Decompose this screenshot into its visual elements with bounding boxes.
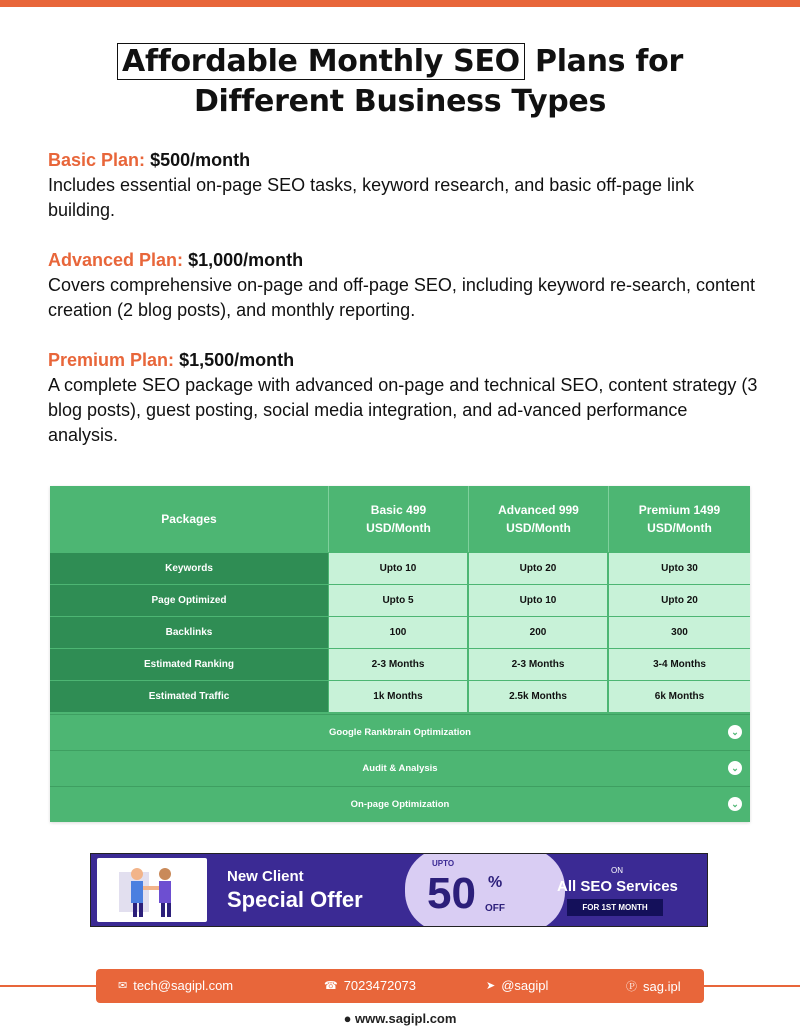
plan-description: Includes essential on-page SEO tasks, keyword research, and basic off-page link building.	[48, 175, 695, 220]
footer-email[interactable]	[118, 978, 233, 993]
plan-basic	[48, 148, 758, 223]
email-icon: ✉	[118, 980, 128, 992]
table-cell: 2-3 Months	[329, 649, 467, 680]
chevron-down-icon[interactable]: ⌄	[728, 725, 742, 739]
table-cell: 300	[609, 617, 750, 648]
table-cell: 3-4 Months	[609, 649, 750, 680]
footer-line-right	[704, 985, 800, 987]
table-cell: Upto 10	[469, 585, 607, 616]
plan-price: $500/month	[150, 150, 251, 170]
table-row	[50, 649, 750, 681]
footer-phone[interactable]	[324, 978, 416, 993]
plan-name: Advanced Plan:	[48, 250, 184, 270]
title-line2: Different Business Types	[193, 84, 607, 119]
telegram-icon: ➤	[486, 980, 496, 992]
header-premium: Premium 1499 USD/Month	[638, 503, 721, 535]
chevron-down-icon[interactable]: ⌄	[728, 797, 742, 811]
footer-line-left	[0, 985, 96, 987]
top-accent-bar	[0, 0, 800, 7]
header-packages: Packages	[50, 486, 329, 552]
banner-new-client: New Client	[227, 868, 304, 885]
banner-first-month: FOR 1ST MONTH	[567, 899, 663, 916]
chevron-down-icon[interactable]: ⌄	[728, 761, 742, 775]
row-label: Keywords	[50, 553, 328, 584]
accordion-label: On-page Optimization	[350, 799, 450, 810]
website-link[interactable]	[0, 1011, 800, 1026]
plan-premium	[48, 348, 758, 448]
table-cell: Upto 10	[329, 553, 467, 584]
banner-upto: UPTO	[432, 859, 455, 868]
row-label: Estimated Traffic	[50, 681, 328, 712]
row-label: Backlinks	[50, 617, 328, 648]
plan-description: Covers comprehensive on-page and off-page SEO, including keyword re-search, content creation (2 blog posts), and monthly reporting.	[48, 275, 756, 320]
table-cell: 2-3 Months	[469, 649, 607, 680]
row-label: Estimated Ranking	[50, 649, 328, 680]
table-cell: 6k Months	[609, 681, 750, 712]
table-cell: Upto 20	[609, 585, 750, 616]
telegram-text: @sagipl	[501, 978, 549, 993]
plan-price: $1,500/month	[179, 350, 295, 370]
skype-icon: Ⓟ	[626, 981, 637, 993]
accordion-audit[interactable]	[50, 750, 750, 786]
accordion-rankbrain[interactable]	[50, 714, 750, 750]
table-cell: Upto 5	[329, 585, 467, 616]
accordion-label: Google Rankbrain Optimization	[329, 727, 471, 738]
footer-skype[interactable]	[626, 978, 681, 994]
banner-percent-sign: %	[488, 874, 503, 891]
banner-percent: 50	[427, 869, 476, 918]
table-row	[50, 553, 750, 585]
email-text: tech@sagipl.com	[133, 978, 234, 993]
header-advanced: Advanced 999 USD/Month	[469, 486, 609, 552]
table-cell: 200	[469, 617, 607, 648]
table-row	[50, 681, 750, 713]
banner-special-offer: Special Offer	[227, 887, 363, 912]
table-cell: Upto 30	[609, 553, 750, 584]
banner-services: All SEO Services	[557, 878, 678, 895]
accordion-onpage[interactable]	[50, 786, 750, 822]
table-cell: 2.5k Months	[469, 681, 607, 712]
website-text: www.sagipl.com	[355, 1011, 457, 1026]
globe-icon: ●	[343, 1011, 352, 1026]
table-cell: Upto 20	[469, 553, 607, 584]
footer-telegram[interactable]	[486, 978, 548, 993]
plan-name: Premium Plan:	[48, 350, 175, 370]
skype-text: sag.ipl	[643, 978, 681, 994]
accordion-label: Audit & Analysis	[362, 763, 438, 774]
table-row	[50, 585, 750, 617]
table-cell: 1k Months	[329, 681, 467, 712]
title-rest: Plans for	[524, 44, 683, 79]
page-title	[0, 42, 800, 122]
plan-description: A complete SEO package with advanced on-page and technical SEO, content strategy (3 blog posts), guest posting, social media integration, and ad-vanced performance analysis.	[48, 375, 758, 445]
whatsapp-icon: ☎	[324, 980, 338, 992]
table-cell: 100	[329, 617, 467, 648]
row-label: Page Optimized	[50, 585, 328, 616]
phone-text: 7023472073	[343, 978, 417, 993]
plan-name: Basic Plan:	[48, 150, 146, 170]
title-highlight: Affordable Monthly SEO	[117, 43, 525, 80]
plan-advanced	[48, 248, 758, 323]
banner-off: OFF	[485, 903, 505, 914]
special-offer-banner[interactable]	[90, 853, 708, 927]
table-row	[50, 617, 750, 649]
pricing-table	[50, 486, 750, 822]
banner-on: ON	[611, 866, 623, 875]
header-basic: Basic 499 USD/Month	[329, 486, 469, 552]
handshake-illustration-icon	[97, 858, 207, 922]
contact-footer	[96, 969, 704, 1003]
plan-price: $1,000/month	[188, 250, 304, 270]
